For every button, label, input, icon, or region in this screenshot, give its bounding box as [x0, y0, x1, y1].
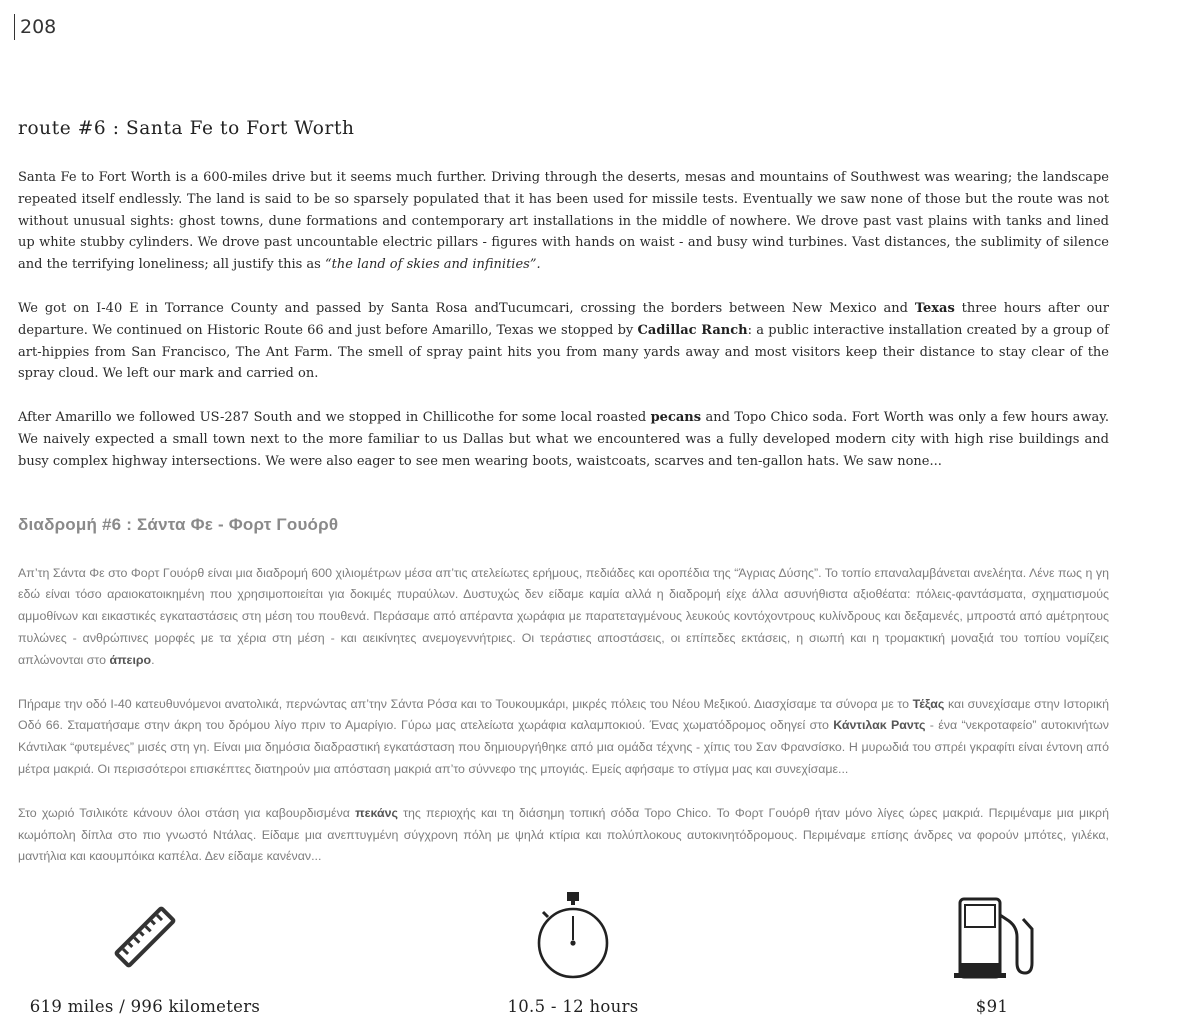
- greek-paragraph-1: Απ’τη Σάντα Φε στο Φορτ Γουόρθ είναι μια διαδρομή 600 χιλιομέτρων μέσα απ’τις ατελείωτες ερήμους, πεδιάδες και οροπέδια της “Άγριας Δύσης”. Το τοπίο επαναλαμβάνεται ανελέητα. Λένε πως η γη εδώ είναι τόσο αραιοκατοικημένη που χρησιμοποιείται για δοκιμές πυραύλων. Δυστυχώς δεν είδαμε καμία αλλά η διαδρομή είχε άλλα ασυνήθιστα αξιοθέατα: πόλεις-φαντάσματα, σχηματισμούς αμμοθίνων και εικαστικές εγκαταστάσεις στη μέση του πουθενά. Περάσαμε από απέραντα χωράφια με παρατεταγμένους λευκούς κοντόχοντρους κυλίνδρους και δεξαμενές, μπροστά από αμέτρητους πυλώνες - ανθρώπινες μορφές με τα χέρια στη μέση - και αεικίνητες ανεμογεννήτριες. Οι τεράστιες αποστάσεις, οι επίπεδες εκτάσεις, η σιωπή και η τρομακτική μοναξιά του τοπίου νομίζεις απλώνονται στο άπειρο.: [18, 565, 1109, 667]
- time-label: 10.5 - 12 hours: [507, 997, 639, 1016]
- highlight-cadillac-ranch-greek: Κάντιλακ Ραντς: [833, 718, 926, 733]
- fuel-pump-icon: [947, 893, 1037, 983]
- greek-title: διαδρομή #6 : Σάντα Φε - Φορτ Γουόρθ: [18, 514, 339, 534]
- ruler-icon: [110, 902, 180, 972]
- english-body: [18, 167, 1109, 473]
- greek-paragraph-3: Στο χωριό Τσιλικότε κάνουν όλοι στάση για καβουρδισμένα πεκάνς της περιοχής και τη διάσημη τοπική σόδα Topo Chico. Το Φορτ Γουόρθ ήταν μόνο λίγες ώρες μακριά. Περιμέναμε μια μικρή κωμόπολη δίπλα στο πιο γνωστό Ντάλας. Είδαμε μια ανεπτυγμένη σύγχρονη πόλη με ψηλά κτίρια και πολύπλοκους αυτοκινητόδρομους. Περιμέναμε επίσης άνδρες να φορούν μπότες, γιλέκα, μαντήλια και καουμπόικα καπέλα. Δεν είδαμε κανέναν...: [18, 805, 1109, 864]
- english-paragraph-3: After Amarillo we followed US-287 South and we stopped in Chillicothe for some local roasted pecans and Topo Chico soda. Fort Worth was only a few hours away. We naively expected a small town next to the more familiar to us Dallas but what we encountered was a fully developed modern city with high rise buildings and busy complex highway intersections. We were also eager to see men wearing boots, waistcoats, scarves and ten-gallon hats. We saw none...: [18, 410, 1110, 469]
- highlight-apeiro: άπειρο: [109, 652, 152, 667]
- stat-time: [473, 888, 673, 1016]
- highlight-pecans: pecans: [650, 410, 702, 426]
- english-paragraph-2: We got on I-40 E in Torrance County and passed by Santa Rosa andTucumcari, crossing the borders between New Mexico and Texas three hours after our departure. We continued on Historic Route 66 and just before Amarillo, Texas we stopped by Cadillac Ranch: a public interactive installation created by a group of art-hippies from San Francisco, The Ant Farm. The smell of spray paint hits you from many yards away and most visitors keep their distance to stay clear of the spray cloud. We left our mark and carried on.: [18, 300, 1109, 382]
- stat-distance: [29, 888, 261, 1016]
- fuel-cost-label: $91: [975, 997, 1009, 1016]
- english-paragraph-1: Santa Fe to Fort Worth is a 600-miles drive but it seems much further. Driving through the deserts, mesas and mountains of Southwest was wearing; the landscape repeated itself endlessly. The land is said to be so sparsely populated that it has been used for missile tests. Eventually we saw none of those but the route was not without unusual sights: ghost towns, dune formations and contemporary art installations in the middle of nowhere. We drove past vast plains with tanks and lined up white stubby cylinders. We drove past uncountable electric pillars - figures with hands on waist - and busy wind turbines. Vast distances, the sublimity of silence and the terrifying loneliness; all justify this as “the land of skies and infinities”.: [18, 170, 1109, 273]
- highlight-cadillac-ranch: Cadillac Ranch: [637, 322, 748, 338]
- stat-fuel: [892, 888, 1092, 1016]
- greek-body: [18, 563, 1109, 869]
- page-number: 208: [14, 14, 56, 40]
- highlight-texas: Texas: [914, 300, 955, 316]
- distance-label: 619 miles / 996 kilometers: [29, 997, 261, 1016]
- highlight-pecans-greek: πεκάνς: [355, 805, 398, 820]
- article: [18, 118, 1109, 890]
- stopwatch-icon: [533, 890, 613, 982]
- greek-paragraph-2: Πήραμε την οδό I-40 κατευθυνόμενοι ανατολικά, περνώντας απ’την Σάντα Ρόσα και το Τουκουμκάρι, μικρές πόλεις του Νέου Μεξικού. Διασχίσαμε τα σύνορα με το Τέξας και συνεχίσαμε στην Ιστορική Οδό 66. Σταματήσαμε στην άκρη του δρόμου λίγο πριν το Αμαρίγιο. Γύρω μας ατελείωτα χωράφια καλαμποκιού. Ένας χωματόδρομος οδηγεί στο Κάντιλακ Ραντς - ένα “νεκροταφείο” αυτοκινήτων Κάντιλακ “φυτεμένες” μισές στη γη. Είναι μια δημόσια διαδραστική εγκατάσταση που δημιουργήθηκε από μια ομάδα τέχνης - χίπις του Σαν Φρανσίσκο. Η μυρωδιά του σπρέι γκραφίτι είναι έντονη από μέτρα μακριά. Οι περισσότεροι επισκέπτες διατηρούν μια απόσταση μακριά απ’το σύννεφο της μπογιάς. Εμείς αφήσαμε το στίγμα μας και συνεχίσαμε...: [18, 696, 1109, 776]
- english-title: route #6 : Santa Fe to Fort Worth: [18, 118, 355, 139]
- route-stats: [0, 888, 1180, 1027]
- quote: “the land of skies and infinities”.: [325, 257, 541, 273]
- highlight-texas-greek: Τέξας: [912, 696, 945, 711]
